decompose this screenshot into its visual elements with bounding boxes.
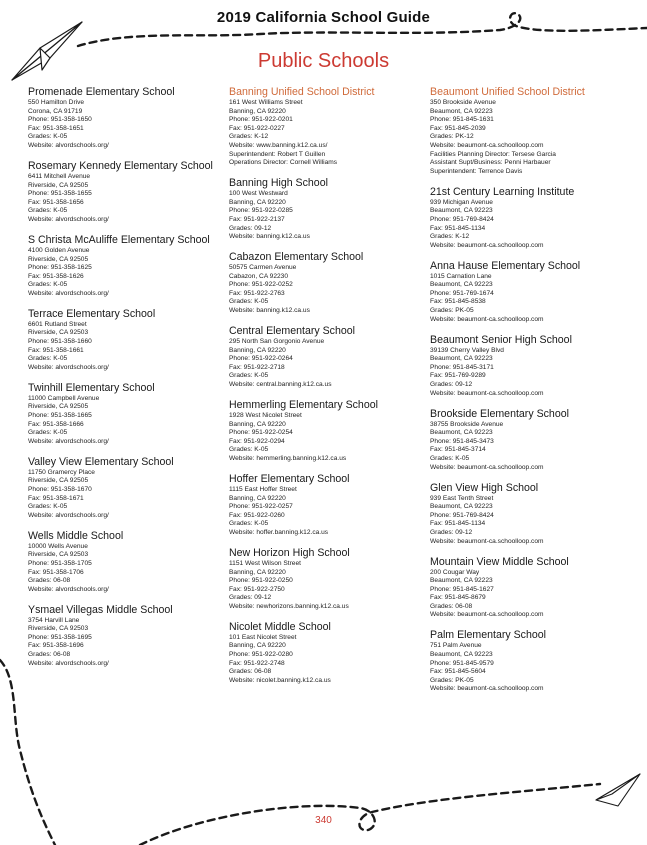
listing-detail-line: Riverside, CA 92505 [28,477,89,485]
listing-detail-line: Phone: 951-845-1631 [430,116,494,124]
school-name: Hemmerling Elementary School [229,399,378,411]
school-listing [430,482,630,547]
school-name: Wells Middle School [28,529,124,542]
listing-detail-line: Website: beaumont-ca.schoolloop.com [430,241,544,249]
listing-detail-line: Website: beaumont-ca.schoolloop.com [430,463,544,471]
listing-detail-line: Website: banning.k12.ca.us [229,233,310,241]
listing-detail-line: Fax: 951-922-2137 [229,215,285,223]
school-listing [28,308,228,373]
listing-detail-line: Phone: 951-358-1705 [28,559,92,567]
listing-detail-line: Assistant Supt/Business: Penni Harbauer [430,159,551,167]
school-name: Beaumont Senior High School [430,333,572,346]
listing-detail-line: Grades: PK-12 [430,133,474,141]
listing-detail-line: Phone: 951-922-0257 [229,503,293,511]
listing-detail-line: Fax: 951-358-1696 [28,642,84,650]
listing-detail-line: Phone: 951-358-1650 [28,116,92,124]
district-name: Banning Unified School District [229,86,375,98]
school-name: Rosemary Kennedy Elementary School [28,159,213,172]
listing-detail-line: Grades: K-05 [28,281,68,289]
school-name: Terrace Elementary School [28,307,156,320]
listing-detail-line: Grades: 09-12 [229,594,272,602]
listing-detail-line: Phone: 951-769-8424 [430,511,494,519]
school-name: Palm Elementary School [430,629,546,642]
listing-detail-line: Website: alvordschools.org/ [28,511,109,519]
listing-detail-line: Banning, CA 92220 [229,642,286,650]
school-name: Anna Hause Elementary School [430,259,581,272]
listing-detail-line: Website: hoffer.banning.k12.ca.us [229,528,329,536]
school-name: Valley View Elementary School [28,455,174,468]
listing-detail-line: Grades: PK-05 [430,307,474,315]
school-listing [229,547,429,612]
listing-detail-line: Riverside, CA 92505 [28,181,89,189]
listing-detail-line: Grades: K-05 [229,372,269,380]
listing-detail-line: Riverside, CA 92505 [28,255,89,263]
listing-detail-line: Website: alvordschools.org/ [28,437,109,445]
listing-detail-line: Beaumont, CA 92223 [430,207,493,215]
page-header-title: 2019 California School Guide [216,9,431,26]
listing-detail-line: Beaumont, CA 92223 [430,281,493,289]
listing-detail-line: Website: banning.k12.ca.us [229,307,310,315]
listing-detail-line: 11000 Campbell Avenue [28,394,100,402]
listing-detail-line: Phone: 951-922-0264 [229,355,293,363]
listing-detail-line: Grades: K-05 [229,520,269,528]
listing-detail-line: 939 Michigan Avenue [430,198,493,206]
listing-detail-line: Grades: 06-08 [229,668,272,676]
section-title: Public Schools [257,50,390,72]
listing-detail-line: Phone: 951-845-3473 [430,437,494,445]
listing-detail-line: Grades: 09-12 [430,381,473,389]
listing-detail-line: Website: beaumont-ca.schoolloop.com [430,685,544,693]
listing-detail-line: Phone: 951-358-1695 [28,633,92,641]
listing-detail-line: Grades: 09-12 [229,224,272,232]
listing-detail-line: 3754 Harvill Lane [28,616,80,624]
listing-detail-line: 100 West Westward [229,190,288,198]
listing-detail-line: Website: beaumont-ca.schoolloop.com [430,611,544,619]
listing-detail-line: 295 North San Gorgonio Avenue [229,338,325,346]
listing-detail-line: Banning, CA 92220 [229,198,286,206]
school-listing [229,399,429,464]
listing-detail-line: Riverside, CA 92503 [28,625,89,633]
listing-detail-line: Banning, CA 92220 [229,494,286,502]
school-listing [430,629,630,694]
listing-detail-line: 4100 Golden Avenue [28,246,90,254]
school-listing [28,234,228,299]
listing-detail-line: 550 Hamilton Drive [28,99,85,106]
listing-detail-line: Fax: 951-845-2039 [430,124,486,132]
listing-detail-line: Website: beaumont-ca.schoolloop.com [430,389,544,397]
listing-detail-line: Fax: 951-358-1706 [28,568,84,576]
district-name: Beaumont Unified School District [430,86,585,98]
column-left [28,86,228,678]
listing-detail-line: Beaumont, CA 92223 [430,503,493,511]
listing-detail-line: 751 Palm Avenue [430,642,482,650]
school-listing [229,621,429,686]
listing-detail-line: Fax: 951-769-9289 [430,372,486,380]
listing-detail-line: Banning, CA 92220 [229,107,286,115]
listing-detail-line: Phone: 951-358-1655 [28,190,92,198]
listing-detail-line: Beaumont, CA 92223 [430,651,493,659]
listing-detail-line: Phone: 951-358-1625 [28,264,92,272]
listing-detail-line: Corona, CA 91719 [28,107,83,115]
listing-detail-line: Operations Director: Cornell Williams [229,159,338,167]
listing-detail-line: Grades: 06-08 [430,602,473,610]
school-name: Ysmael Villegas Middle School [28,603,173,616]
listing-detail-line: Phone: 951-769-1674 [430,289,494,297]
column-middle [229,86,429,695]
school-listing [430,186,630,251]
listing-detail-line: 6601 Rutland Street [28,320,87,328]
listing-detail-line: Website: www.banning.k12.ca.us/ [229,141,328,149]
listing-detail-line: 200 Cougar Way [430,568,480,576]
listing-detail-line: Phone: 951-922-0285 [229,207,293,215]
listing-detail-line: 38755 Brookside Avenue [430,420,504,428]
school-name: Mountain View Middle School [430,555,569,568]
school-listing [28,86,228,151]
listing-detail-line: Website: alvordschools.org/ [28,659,109,667]
school-listing [430,556,630,621]
school-name: Cabazon Elementary School [229,251,364,264]
page-number: 340 [315,815,332,826]
listing-detail-line: Phone: 951-922-0201 [229,116,293,124]
listing-detail-line: 1015 Carnation Lane [430,272,492,280]
listing-detail-line: Grades: K-05 [229,446,269,454]
school-listing [28,456,228,521]
district-listing [229,86,429,168]
listing-detail-line: Phone: 951-358-1670 [28,485,92,493]
listing-detail-line: 10000 Wells Avenue [28,542,88,550]
listing-detail-line: 11750 Gramercy Place [28,468,95,476]
listing-detail-line: 101 East Nicolet Street [229,633,297,641]
listing-detail-line: 39139 Cherry Valley Blvd [430,346,504,354]
listing-detail-line: Fax: 951-922-0260 [229,511,285,519]
listing-detail-line: Beaumont, CA 92223 [430,107,493,115]
school-listing [28,382,228,447]
school-listing [28,160,228,225]
listing-detail-line: Fax: 951-845-1134 [430,224,486,232]
listing-detail-line: Grades: K-05 [28,429,68,437]
listing-detail-line: Website: alvordschools.org/ [28,215,109,223]
listing-detail-line: Grades: 09-12 [430,528,473,536]
listing-detail-line: Fax: 951-845-1134 [430,520,486,528]
listing-detail-line: Phone: 951-922-0250 [229,577,293,585]
listing-detail-line: Cabazon, CA 92230 [229,272,289,280]
listing-detail-line: Fax: 951-358-1656 [28,198,84,206]
listing-detail-line: Fax: 951-845-8538 [430,298,486,306]
listing-detail-line: Website: hemmerling.banning.k12.ca.us [229,454,347,462]
school-name: Twinhill Elementary School [28,381,155,394]
school-listing [229,177,429,242]
listing-detail-line: Grades: K-05 [28,133,68,141]
listing-detail-line: Beaumont, CA 92223 [430,429,493,437]
listing-detail-line: Fax: 951-922-2718 [229,363,285,371]
school-listing [430,260,630,325]
listing-detail-line: Fax: 951-922-2763 [229,289,285,297]
school-name: Banning High School [229,177,328,190]
listing-detail-line: Fax: 951-845-5604 [430,668,486,676]
listing-detail-line: Fax: 951-922-2750 [229,585,285,593]
listing-detail-line: Grades: K-12 [229,133,269,141]
listing-detail-line: Phone: 951-769-8424 [430,215,494,223]
listing-detail-line: Fax: 951-922-2748 [229,659,285,667]
school-name: Glen View High School [430,481,539,494]
listing-detail-line: Banning, CA 92220 [229,568,286,576]
school-listing [229,251,429,316]
listing-detail-line: Riverside, CA 92503 [28,551,89,559]
school-listing [229,325,429,390]
school-name: 21st Century Learning Institute [430,185,575,198]
listing-detail-line: 1928 West Nicolet Street [229,412,302,419]
listing-detail-line: Website: nicolet.banning.k12.ca.us [229,676,331,684]
school-listing [430,408,630,473]
listing-detail-line: Superintendent: Robert T Guillen [229,150,326,158]
listing-detail-line: Superintendent: Terrence Davis [430,167,523,175]
listing-detail-line: Phone: 951-922-0254 [229,429,293,437]
school-name: Brookside Elementary School [430,407,569,420]
school-name: Nicolet Middle School [229,620,331,633]
listing-detail-line: Riverside, CA 92505 [28,403,89,411]
listing-detail-line: Website: alvordschools.org/ [28,289,109,297]
listing-detail-line: Grades: K-05 [28,207,68,215]
listing-detail-line: 350 Brookside Avenue [430,99,496,106]
school-name: Hoffer Elementary School [229,472,350,485]
column-right [430,86,630,703]
school-name: Promenade Elementary School [28,86,175,98]
listing-detail-line: 939 East Tenth Street [430,494,494,502]
listing-detail-line: Facilities Planning Director: Tersese Garcia [430,150,556,158]
listing-detail-line: 161 West Williams Street [229,99,303,106]
listing-detail-line: Website: alvordschools.org/ [28,141,109,149]
school-listing [430,334,630,399]
listing-detail-line: Grades: K-05 [28,355,68,363]
school-listing [28,530,228,595]
listing-detail-line: Website: central.banning.k12.ca.us [229,381,332,389]
listing-detail-line: Phone: 951-845-1627 [430,585,494,593]
listing-detail-line: Grades: K-12 [430,233,470,241]
listing-detail-line: Fax: 951-845-3714 [430,446,486,454]
listing-detail-line: Beaumont, CA 92223 [430,355,493,363]
listing-detail-line: Phone: 951-922-0280 [229,651,293,659]
listing-detail-line: Website: alvordschools.org/ [28,363,109,371]
listing-detail-line: Grades: K-05 [430,454,470,462]
listing-detail-line: Grades: 06-08 [28,577,71,585]
small-paper-plane-icon [594,770,642,810]
listing-detail-line: Fax: 951-358-1666 [28,420,84,428]
district-listing [430,86,630,176]
school-name: New Horizon High School [229,546,350,559]
listing-detail-line: Grades: K-05 [229,298,269,306]
listing-detail-line: Website: newhorizons.banning.k12.ca.us [229,602,349,610]
listing-detail-line: Fax: 951-358-1626 [28,272,84,280]
listing-detail-line: Grades: K-05 [28,503,68,511]
school-listing [28,604,228,669]
listing-detail-line: Phone: 951-922-0252 [229,281,293,289]
listing-detail-line: Phone: 951-358-1665 [28,412,92,419]
school-listing [229,473,429,538]
school-name: Central Elementary School [229,325,356,338]
listing-detail-line: Website: beaumont-ca.schoolloop.com [430,537,544,545]
listing-detail-line: Banning, CA 92220 [229,346,286,354]
listing-detail-line: Fax: 951-358-1651 [28,124,84,132]
listing-detail-line: Banning, CA 92220 [229,420,286,428]
listing-detail-line: Fax: 951-922-0294 [229,437,285,445]
listing-detail-line: Phone: 951-845-9579 [430,659,494,667]
listing-detail-line: Fax: 951-358-1671 [28,494,84,502]
listing-detail-line: Website: beaumont-ca.schoolloop.com [430,141,544,149]
listing-detail-line: Fax: 951-358-1661 [28,346,84,354]
listing-detail-line: 1115 East Hoffer Street [229,485,297,493]
listing-detail-line: 6411 Mitchell Avenue [28,172,91,180]
listing-detail-line: Beaumont, CA 92223 [430,577,493,585]
listing-detail-line: 1151 West Wilson Street [229,559,301,567]
listing-detail-line: Grades: 06-08 [28,651,71,659]
listing-detail-line: Website: alvordschools.org/ [28,585,109,593]
listing-detail-line: Phone: 951-845-3171 [430,363,494,371]
listing-detail-line: Website: beaumont-ca.schoolloop.com [430,315,544,323]
school-name: S Christa McAuliffe Elementary School [28,233,210,246]
listing-detail-line: Riverside, CA 92503 [28,329,89,337]
listing-detail-line: 50575 Carmen Avenue [229,264,297,272]
listing-detail-line: Phone: 951-358-1660 [28,338,92,346]
listing-detail-line: Grades: PK-05 [430,676,474,684]
listing-detail-line: Fax: 951-845-8679 [430,594,486,602]
listing-detail-line: Fax: 951-922-0227 [229,124,285,132]
